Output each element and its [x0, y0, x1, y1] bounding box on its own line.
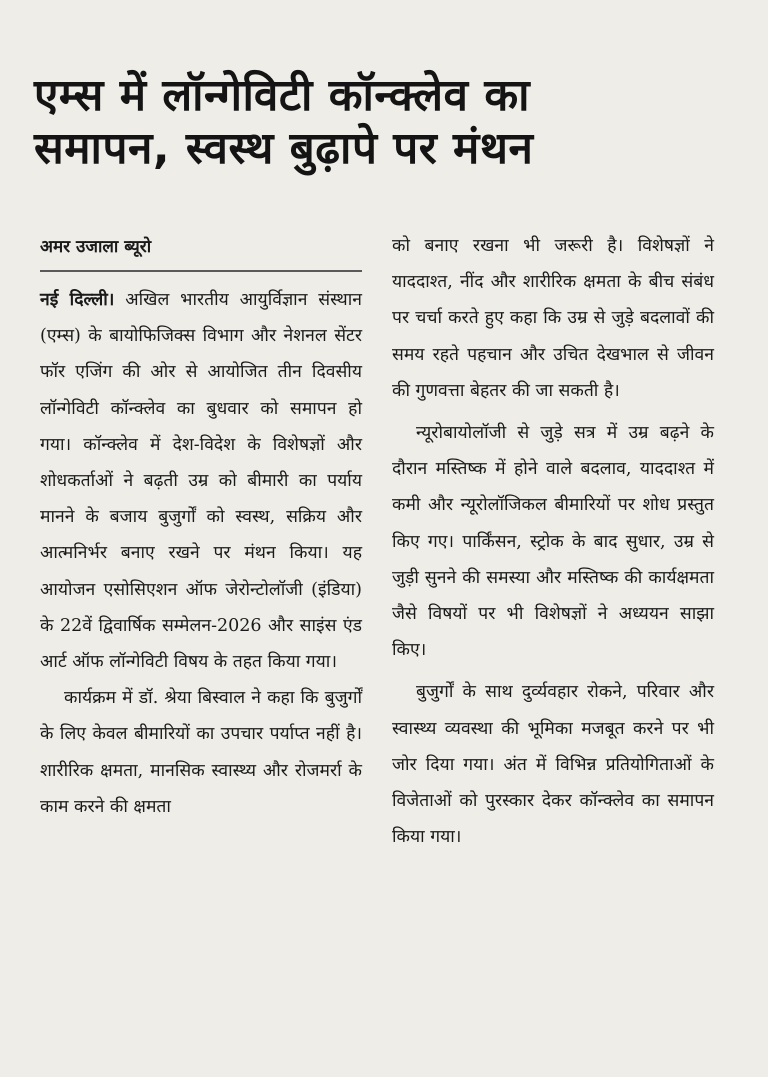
article-right-column [392, 228, 714, 855]
article-left-column [40, 228, 362, 825]
headline-line-2: समापन, स्वस्थ बुढ़ापे पर मंथन [34, 122, 534, 174]
byline: अमर उजाला ब्यूरो [40, 237, 152, 257]
article-paragraph-1 [40, 282, 362, 680]
article-paragraph-4: न्यूरोबायोलॉजी से जुड़े सत्र में उम्र बढ़ने के दौरान मस्तिष्क में होने वाले बदलाव, याददाश्त में कमी और न्यूरोलॉजिकल बीमारियों पर शोध प्रस्तुत किए गए। पार्किंसन, स्ट्रोक के बाद सुधार, उम्र से जुड़ी सुनने की समस्या और मस्तिष्क की कार्यक्षमता जैसे विषयों पर भी विशेषज्ञों ने अध्ययन साझा किए। [392, 423, 714, 661]
byline-divider [40, 270, 362, 272]
dateline: नई दिल्ली। [40, 290, 115, 310]
headline [34, 70, 734, 176]
article-paragraph-5: बुजुर्गों के साथ दुर्व्यवहार रोकने, परिवार और स्वास्थ्य व्यवस्था की भूमिका मजबूत करने पर भी जोर दिया गया। अंत में विभिन्न प्रतियोगिताओं के विजेताओं को पुरस्कार देकर कॉन्क्लेव का समापन किया गया। [392, 682, 714, 848]
article-paragraph-3: को बनाए रखना भी जरूरी है। विशेषज्ञों ने याददाश्त, नींद और शारीरिक क्षमता के बीच संबंध पर चर्चा करते हुए कहा कि उम्र से जुड़े बदलावों की समय रहते पहचान और उचित देखभाल से जीवन की गुणवत्ता बेहतर की जा सकती है। [392, 236, 715, 401]
article-paragraph-1-text: अखिल भारतीय आयुर्विज्ञान संस्थान (एम्स) के बायोफिजिक्स विभाग और नेशनल सेंटर फॉर एजिंग की ओर से आयोजित तीन दिवसीय लॉन्गेविटी कॉन्क्लेव का बुधवार को समापन हो गया। कॉन्क्लेव में देश-विदेश के विशेषज्ञों और शोधकर्ताओं ने बढ़ती उम्र को बीमारी का पर्याय मानने के बजाय बुजुर्गों को स्वस्थ, सक्रिय और आत्मनिर्भर बनाए रखने पर मंथन किया। यह आयोजन एसोसिएशन ऑफ जेरोन्टोलॉजी (इंडिया) के 22वें द्विवार्षिक सम्मेलन-2026 और साइंस एंड आर्ट ऑफ लॉन्गेविटी विषय के तहत किया गया। [40, 290, 362, 673]
article-paragraph-2: कार्यक्रम में डॉ. श्रेया बिस्वाल ने कहा कि बुजुर्गों के लिए केवल बीमारियों का उपचार पर्याप्त नहीं है। शारीरिक क्षमता, मानसिक स्वास्थ्य और रोजमर्रा के काम करने की क्षमता [40, 688, 362, 817]
headline-line-1: एम्स में लॉन्गेविटी कॉन्क्लेव का [34, 70, 531, 121]
